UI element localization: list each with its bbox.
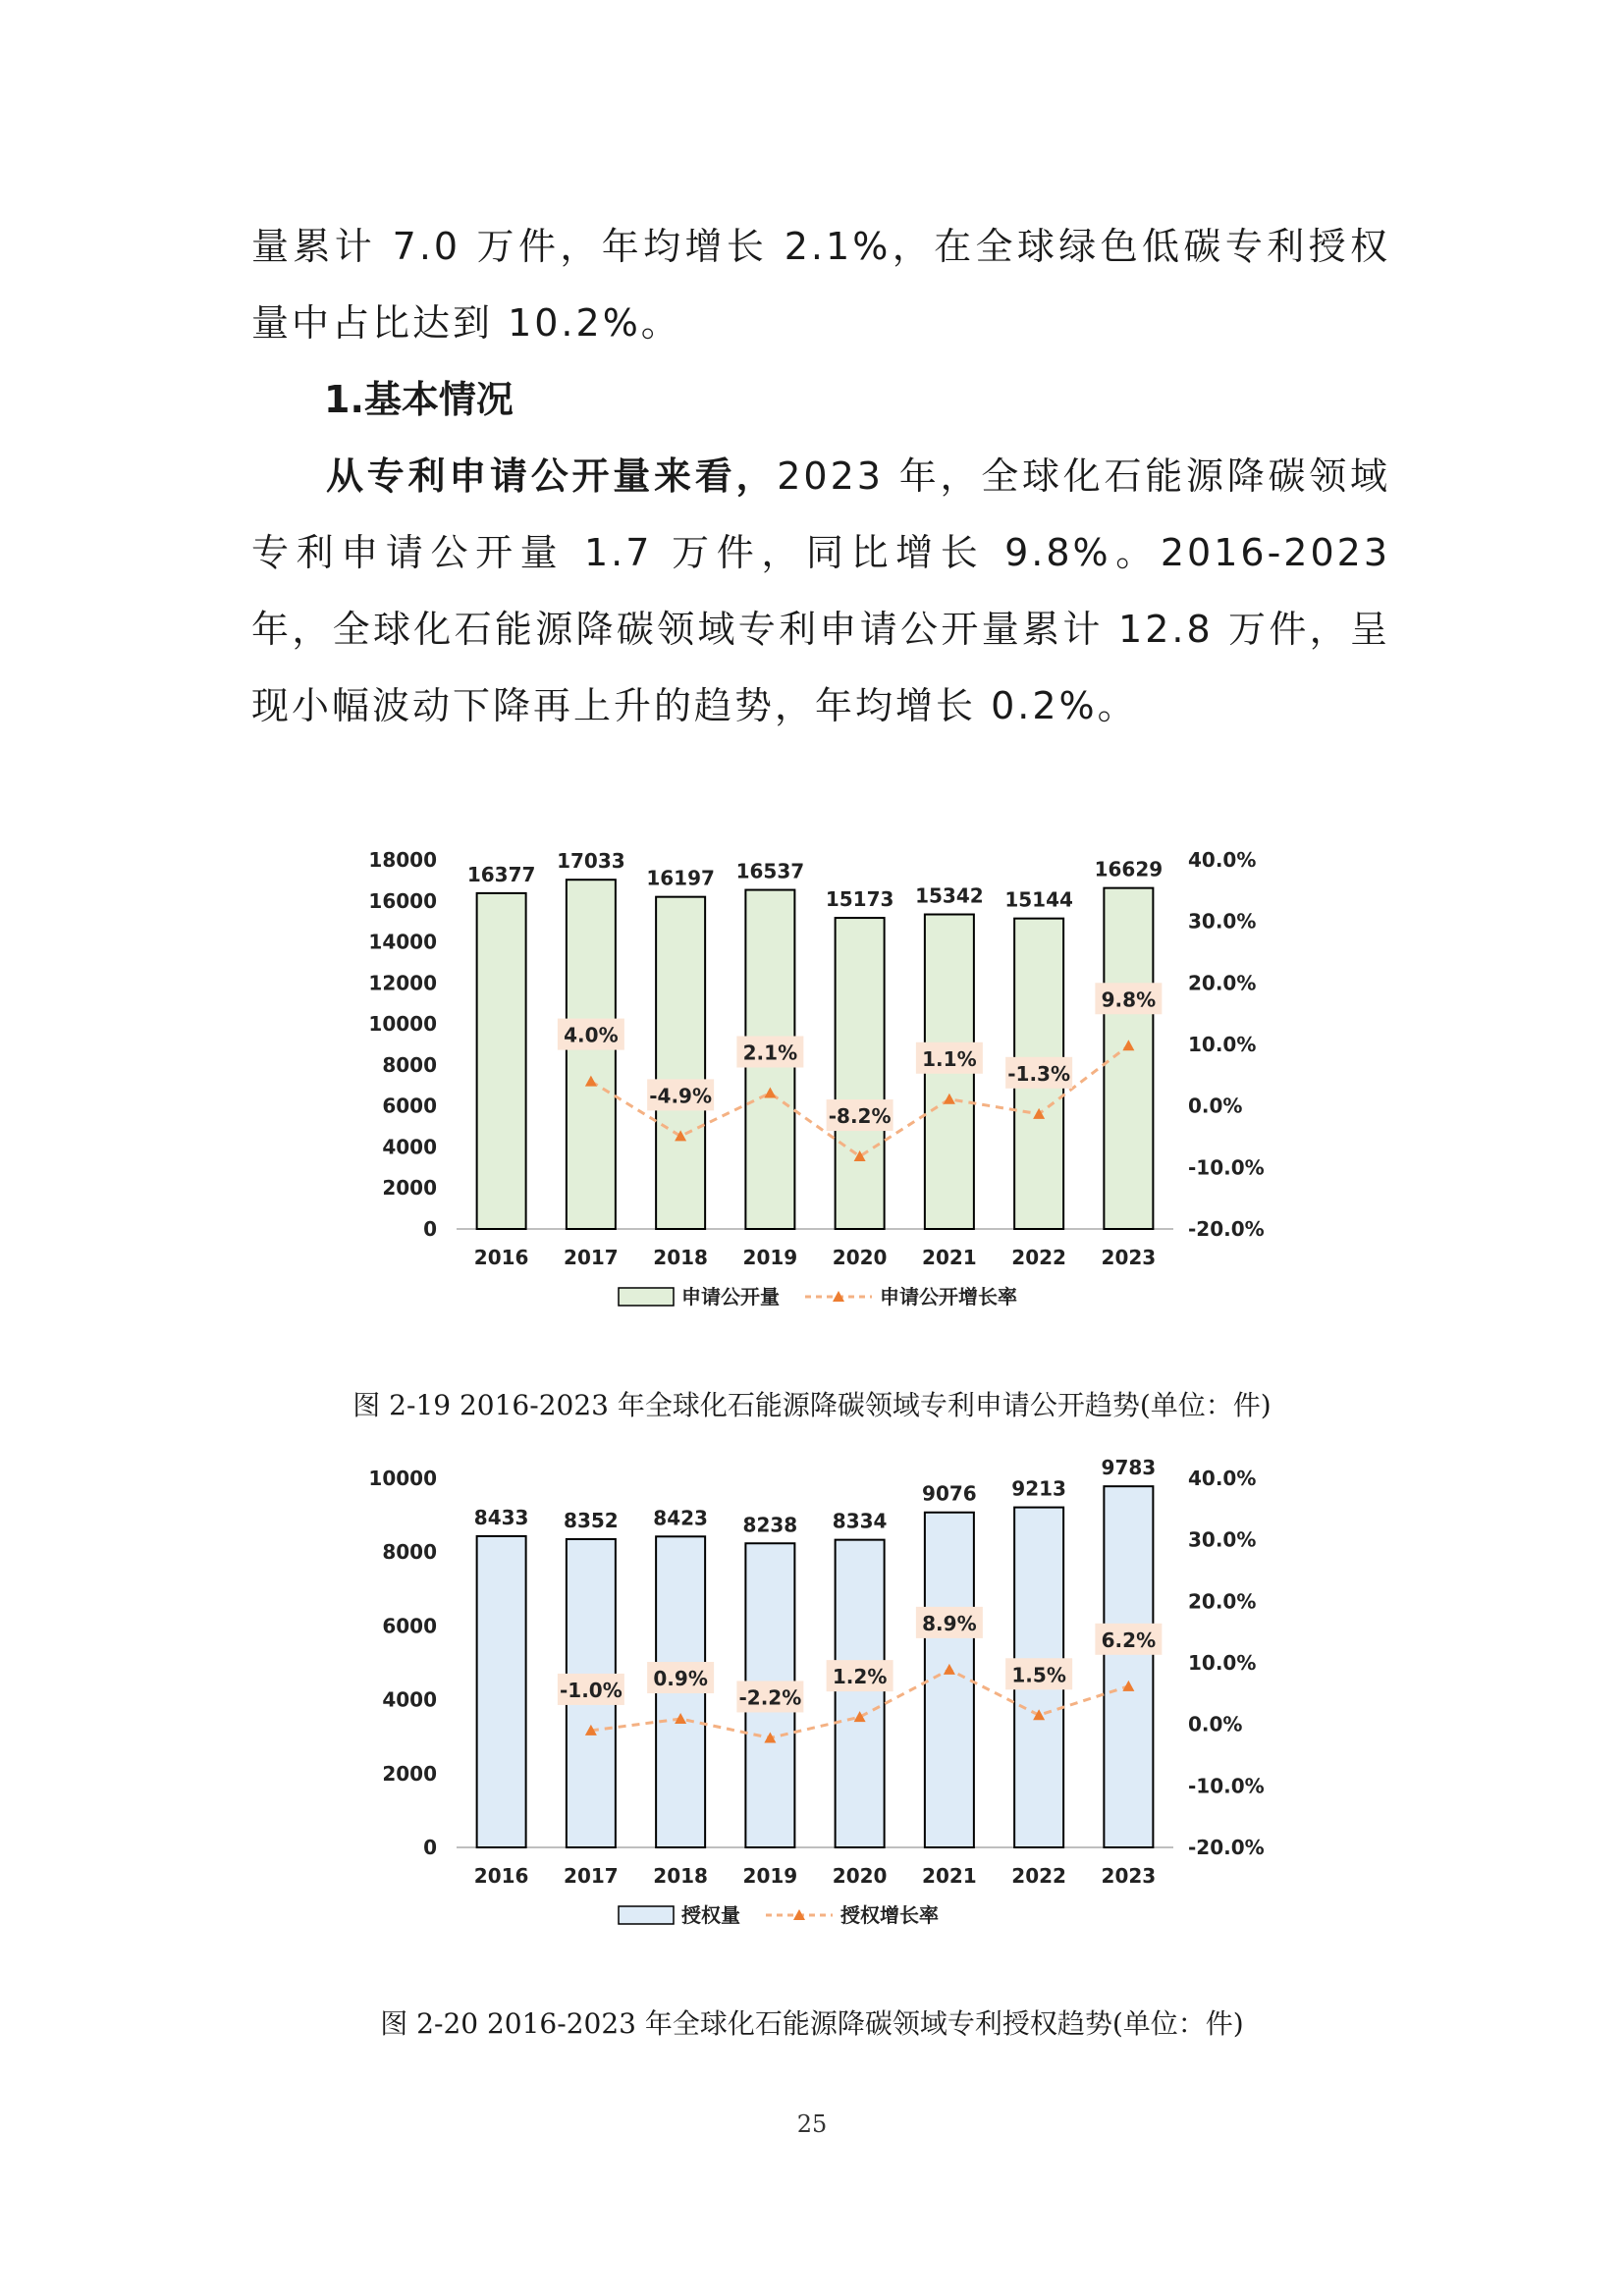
c1-bar-label: 8423	[653, 1506, 708, 1530]
c0-y-tick: 10000	[368, 1012, 437, 1037]
c0-growth-label: 4.0%	[564, 1023, 619, 1047]
c0-x-tick: 2019	[742, 1246, 798, 1269]
c1-bar	[925, 1513, 974, 1847]
c0-y-tick: 6000	[382, 1094, 437, 1118]
c0-legend-line-label: 申请公开增长率	[880, 1285, 1017, 1308]
page-number: 25	[796, 2110, 828, 2138]
c1-bar-label: 8352	[564, 1508, 619, 1532]
c1-bar-label: 8238	[742, 1513, 798, 1537]
c0-bar-label: 15173	[825, 887, 894, 912]
c1-growth-label: 0.9%	[653, 1667, 708, 1691]
c0-x-tick: 2020	[832, 1246, 888, 1269]
c0-y-tick: 2000	[382, 1176, 437, 1201]
c0-y-tick: 12000	[368, 971, 437, 995]
c1-growth-label: 1.5%	[1011, 1663, 1066, 1687]
c1-y-tick: 10000	[368, 1467, 437, 1490]
c1-growth-label: 6.2%	[1101, 1628, 1157, 1652]
c0-growth-label: -8.2%	[828, 1104, 892, 1129]
c0-legend-bar-swatch	[619, 1288, 674, 1306]
c0-bar	[656, 897, 705, 1229]
c0-y-tick: 16000	[368, 888, 437, 913]
c0-legend-bar-label: 申请公开量	[681, 1285, 780, 1308]
c1-bar-label: 8433	[473, 1505, 529, 1529]
c0-bar	[836, 918, 885, 1229]
c1-growth-label: 8.9%	[922, 1611, 977, 1635]
c1-y2-tick: 20.0%	[1188, 1589, 1257, 1614]
c0-bar-label: 15144	[1004, 887, 1073, 912]
c1-legend-line-label: 授权增长率	[840, 1903, 939, 1927]
c0-y2-tick: -10.0%	[1188, 1155, 1265, 1180]
c1-y2-tick: 40.0%	[1188, 1467, 1257, 1490]
c1-y-tick: 4000	[382, 1687, 437, 1712]
c1-y2-tick: 0.0%	[1188, 1712, 1243, 1736]
c1-x-tick: 2019	[742, 1864, 798, 1888]
c1-y-tick: 2000	[382, 1761, 437, 1786]
c0-x-tick: 2023	[1101, 1246, 1157, 1269]
c1-x-tick: 2023	[1101, 1864, 1157, 1888]
c1-y2-tick: 10.0%	[1188, 1651, 1257, 1675]
c1-x-tick: 2022	[1011, 1864, 1066, 1888]
c0-bar-label: 16629	[1094, 857, 1164, 881]
c0-x-tick: 2018	[653, 1246, 708, 1269]
c0-y-tick: 0	[423, 1217, 437, 1241]
chart-applications	[0, 825, 1624, 1335]
c1-y2-tick: -10.0%	[1188, 1774, 1265, 1798]
chart-applications-svg	[0, 825, 1624, 1335]
section-heading: 1.基本情况	[324, 378, 514, 421]
c0-bar-label: 16377	[466, 862, 536, 886]
paragraph-continued: 量累计 7.0 万件，年均增长 2.1%，在全球绿色低碳专利授权量中占比达到 10.2%。	[251, 225, 1390, 345]
c1-legend-bar-swatch	[619, 1906, 674, 1924]
c1-bar-label: 9783	[1101, 1456, 1157, 1480]
paragraph-body: 2023 年，全球化石能源降碳领域专利申请公开量 1.7 万件，同比增长 9.8%。2016-2023 年，全球化石能源降碳领域专利申请公开量累计 12.8 万件，呈现小幅波动下降再上升的趋势，年均增长 0.2%。	[251, 454, 1390, 727]
c0-growth-label: 9.8%	[1101, 988, 1157, 1012]
c0-x-tick: 2021	[922, 1246, 977, 1269]
c1-x-tick: 2017	[564, 1864, 619, 1888]
paragraph-basic	[251, 438, 1390, 744]
c1-y-tick: 8000	[382, 1540, 437, 1565]
c0-bar-label: 17033	[557, 849, 625, 874]
c1-bar	[477, 1536, 526, 1847]
c0-growth-label: 2.1%	[742, 1041, 798, 1065]
c0-y-tick: 14000	[368, 930, 437, 954]
c0-y-tick: 4000	[382, 1135, 437, 1159]
c0-bar	[477, 893, 526, 1229]
c0-x-tick: 2017	[564, 1246, 619, 1269]
c0-growth-label: -4.9%	[649, 1084, 713, 1108]
c1-growth-label: -2.2%	[738, 1685, 802, 1710]
c0-bar-label: 15342	[915, 883, 984, 908]
c0-bar	[1104, 888, 1153, 1229]
c0-x-tick: 2016	[473, 1246, 529, 1269]
c0-bar-label: 16197	[646, 866, 715, 890]
chart-grants	[0, 1443, 1624, 1953]
c1-y-tick: 0	[423, 1836, 437, 1859]
chart-applications-caption: 图 2-19 2016-2023 年全球化石能源降碳领域专利申请公开趋势(单位：件)	[352, 1389, 1272, 1421]
c0-x-tick: 2022	[1011, 1246, 1066, 1269]
c0-bar	[567, 880, 616, 1229]
c0-y-tick: 8000	[382, 1052, 437, 1077]
c1-y2-tick: -20.0%	[1188, 1836, 1265, 1859]
c0-y-tick: 18000	[368, 848, 437, 872]
c0-y2-tick: 30.0%	[1188, 909, 1257, 934]
c0-growth-label: -1.3%	[1007, 1061, 1071, 1086]
c1-y-tick: 6000	[382, 1614, 437, 1638]
c1-legend-bar-label: 授权量	[681, 1903, 740, 1927]
c1-x-tick: 2021	[922, 1864, 977, 1888]
c1-bar-label: 9076	[922, 1481, 977, 1506]
c1-bar-label: 9213	[1011, 1476, 1066, 1501]
c1-growth-label: 1.2%	[832, 1665, 888, 1689]
c1-bar	[1104, 1486, 1153, 1847]
paragraph-lead: 从专利申请公开量来看，	[326, 454, 778, 498]
chart-grants-caption: 图 2-20 2016-2023 年全球化石能源降碳领域专利授权趋势(单位：件)	[380, 2007, 1244, 2040]
c0-y2-tick: 10.0%	[1188, 1033, 1257, 1056]
c0-y2-tick: 20.0%	[1188, 971, 1257, 995]
c1-x-tick: 2020	[832, 1864, 888, 1888]
c0-bar-label: 16537	[735, 859, 805, 883]
c0-y2-tick: -20.0%	[1188, 1217, 1265, 1241]
chart-grants-svg	[0, 1443, 1624, 1953]
c0-y2-tick: 0.0%	[1188, 1094, 1243, 1118]
c1-bar-label: 8334	[832, 1509, 888, 1533]
c1-bar	[836, 1540, 885, 1847]
c1-x-tick: 2016	[473, 1864, 529, 1888]
c1-growth-label: -1.0%	[559, 1678, 623, 1702]
c1-y2-tick: 30.0%	[1188, 1527, 1257, 1552]
c0-y2-tick: 40.0%	[1188, 848, 1257, 872]
c0-growth-label: 1.1%	[922, 1046, 977, 1071]
c1-x-tick: 2018	[653, 1864, 708, 1888]
